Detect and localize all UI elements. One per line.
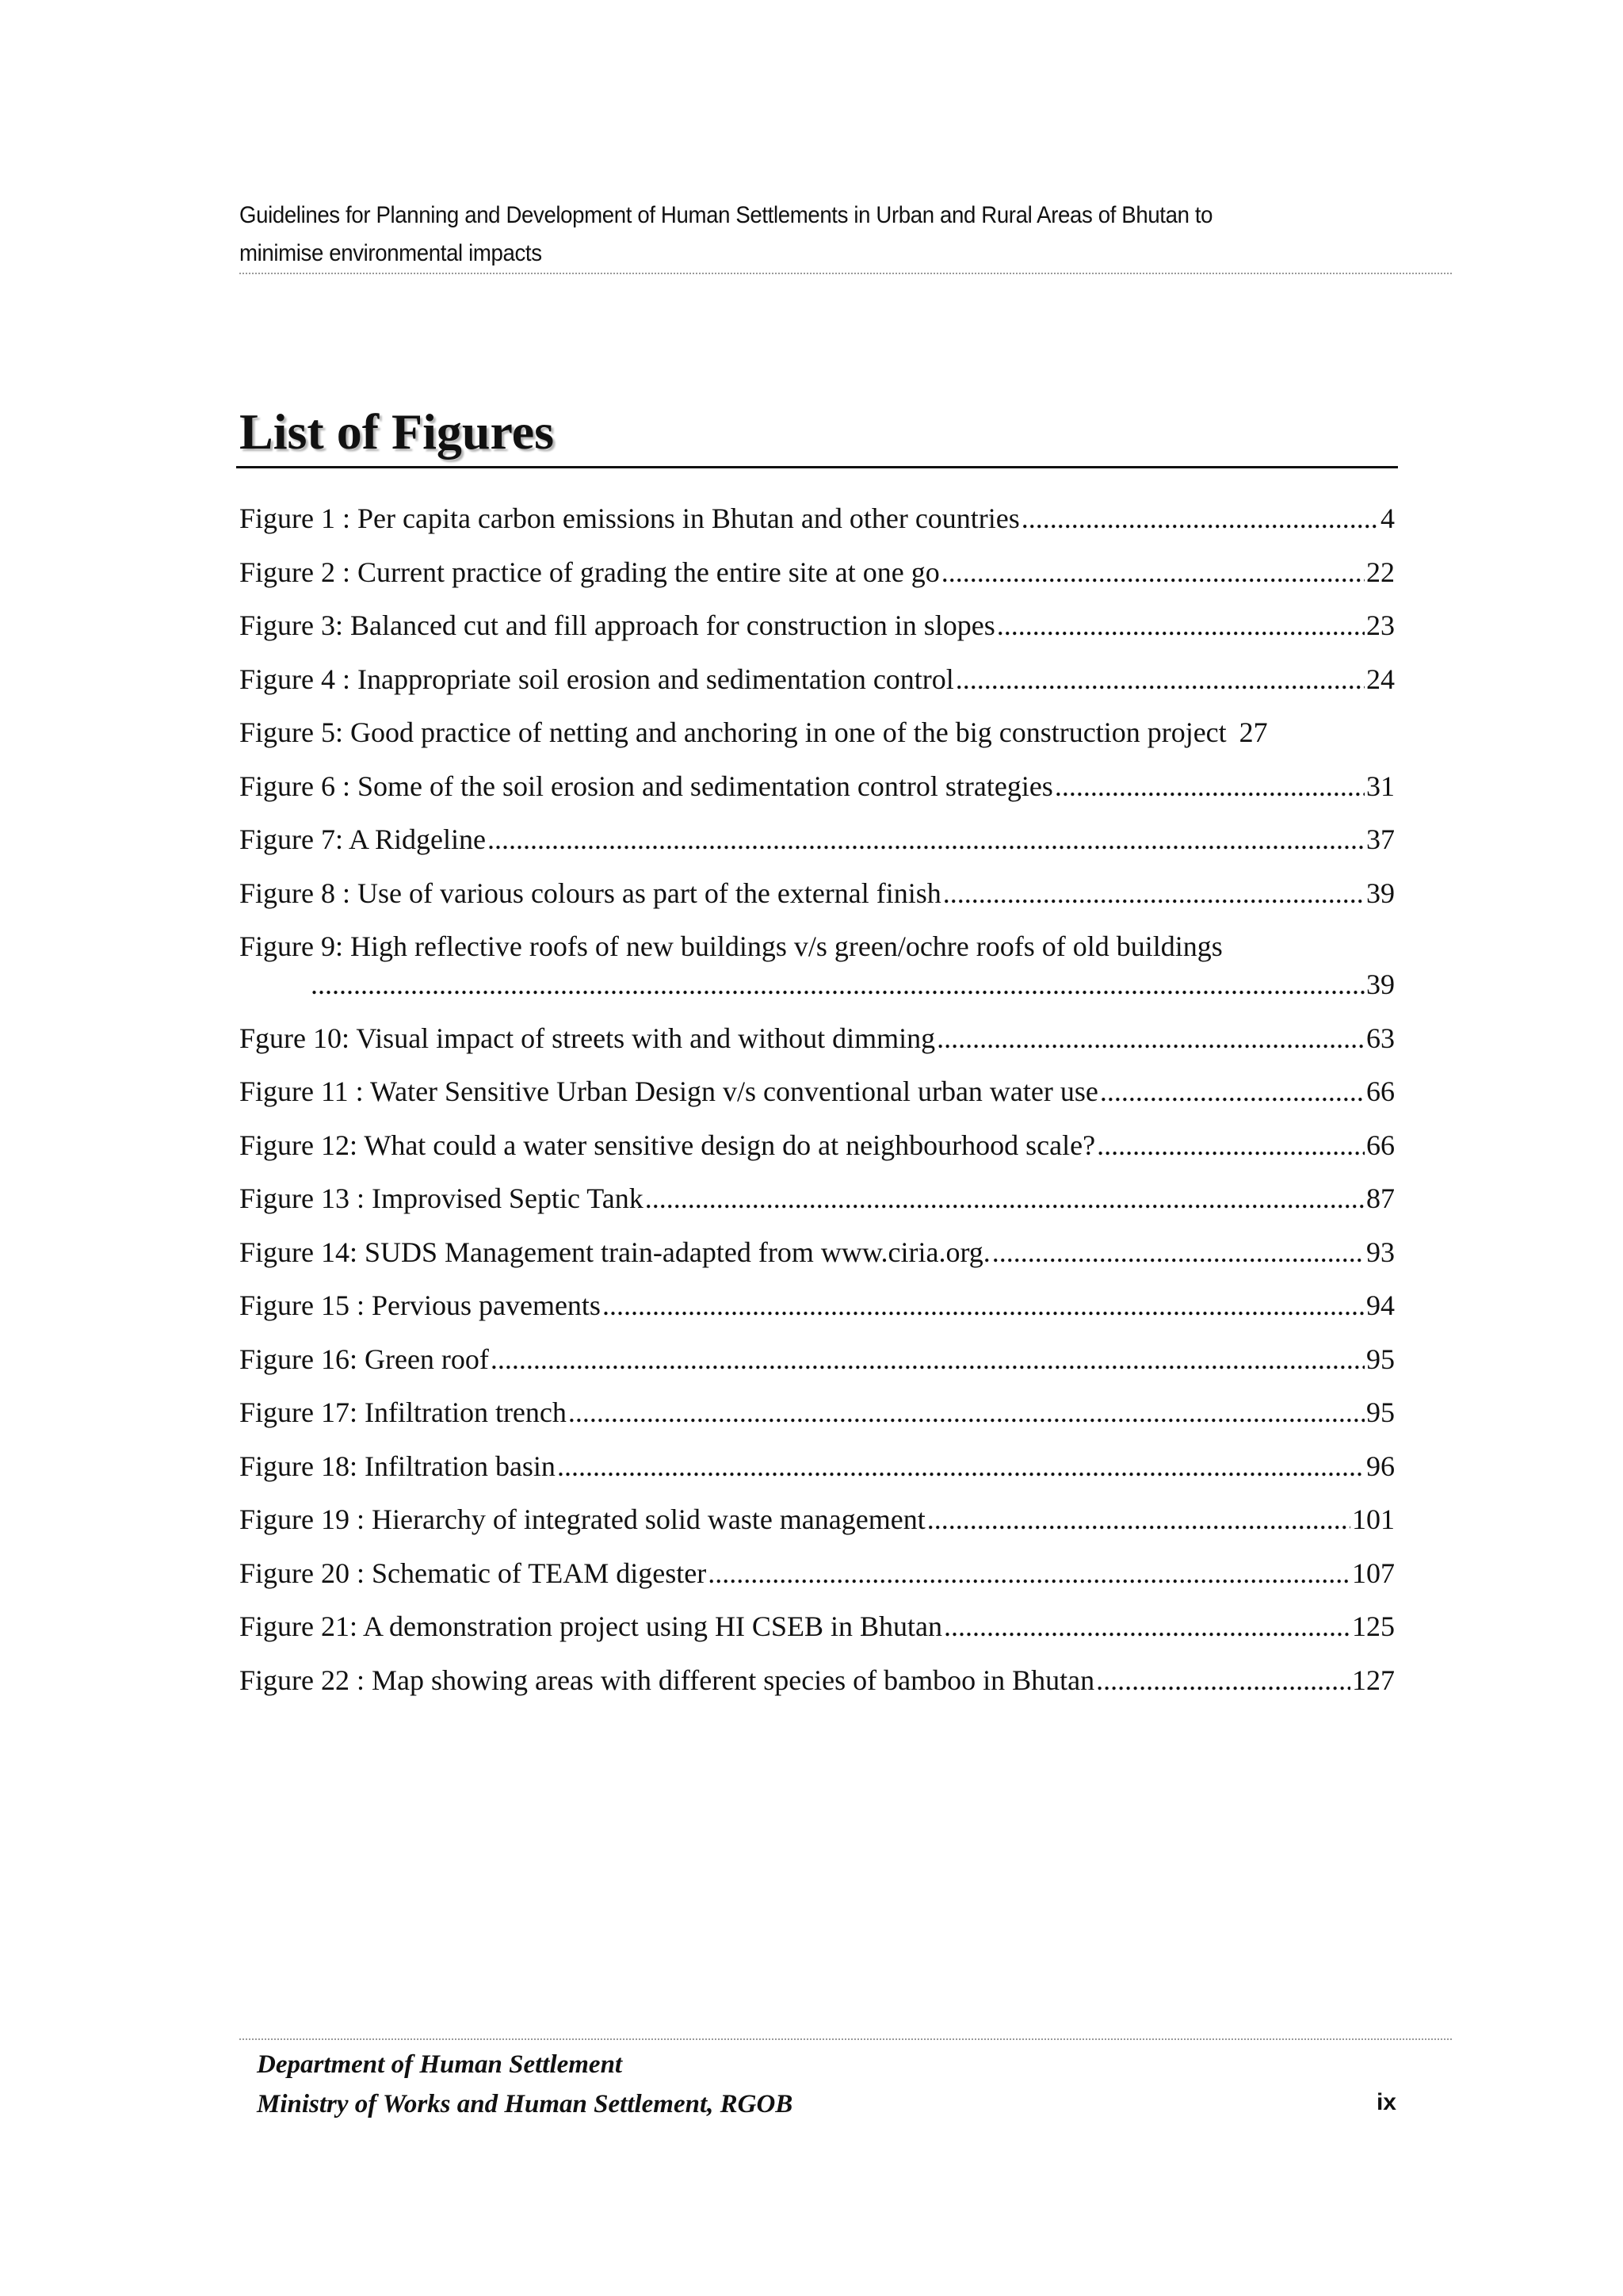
dot-leader: [311, 965, 1365, 1003]
figure-entry-page: 22: [1366, 556, 1395, 588]
title-underline: [236, 466, 1398, 468]
figure-entry-8[interactable]: [239, 874, 1395, 912]
dot-leader: [487, 820, 1365, 858]
figure-entry-21[interactable]: [239, 1607, 1395, 1645]
figure-entry-text: Figure 13 : Improvised Septic Tank: [239, 1182, 643, 1214]
figure-entry-5[interactable]: [239, 713, 1395, 751]
figure-entry-19[interactable]: [239, 1500, 1395, 1538]
figure-entry-7[interactable]: [239, 820, 1395, 858]
figure-entry-page: 4: [1381, 502, 1395, 534]
figure-entry-page: 94: [1366, 1289, 1395, 1321]
figure-entry-page: 95: [1366, 1396, 1395, 1428]
dot-leader: [1100, 1072, 1365, 1110]
dot-leader: [645, 1179, 1365, 1217]
figure-entry-page: 125: [1352, 1610, 1395, 1642]
figure-entry-2[interactable]: [239, 553, 1395, 591]
figure-entry-text: Figure 1 : Per capita carbon emissions in Bhutan and other countries: [239, 502, 1020, 534]
figure-entry-10[interactable]: [239, 1019, 1395, 1057]
figure-entry-11[interactable]: [239, 1072, 1395, 1110]
figure-entry-page: 39: [1366, 968, 1395, 1000]
dot-leader: [1097, 1126, 1365, 1164]
dot-leader: [602, 1286, 1365, 1324]
dot-leader: [992, 1233, 1365, 1271]
figure-entry-page: 127: [1352, 1664, 1395, 1696]
figure-entry-page: 87: [1366, 1182, 1395, 1214]
figure-entry-text: Figure 17: Infiltration trench: [239, 1396, 567, 1428]
figure-entry-3[interactable]: [239, 606, 1395, 644]
figure-entry-12[interactable]: [239, 1126, 1395, 1164]
figure-entry-page: 37: [1366, 823, 1395, 855]
figure-entry-text: Figure 15 : Pervious pavements: [239, 1289, 601, 1321]
figure-entry-13[interactable]: [239, 1179, 1395, 1217]
figure-entry-16[interactable]: [239, 1340, 1395, 1378]
figure-entry-text: Figure 11 : Water Sensitive Urban Design v/s conventional urban water use: [239, 1075, 1098, 1107]
figure-entry-page: 27: [1239, 716, 1268, 748]
footer-attribution: [257, 2045, 792, 2124]
figure-entry-page: 24: [1366, 663, 1395, 695]
dot-leader: [956, 660, 1365, 698]
figure-entry-text: Figure 7: A Ridgeline: [239, 823, 486, 855]
figure-entry-18[interactable]: [239, 1447, 1395, 1485]
figure-entry-page: 31: [1366, 770, 1395, 802]
figure-entry-text: Figure 4 : Inappropriate soil erosion and sedimentation control: [239, 663, 954, 695]
figure-entry-text: Figure 18: Infiltration basin: [239, 1450, 556, 1482]
dot-leader: [491, 1340, 1365, 1378]
page-number: ix: [1376, 2089, 1396, 2115]
figure-entry-text: Figure 2 : Current practice of grading the entire site at one go: [239, 556, 940, 588]
figure-entry-page: 66: [1366, 1075, 1395, 1107]
figure-entry-20[interactable]: [239, 1554, 1395, 1592]
dot-leader: [997, 606, 1365, 644]
figure-entry-page: 101: [1352, 1503, 1395, 1535]
figure-entry-text: Figure 16: Green roof: [239, 1343, 489, 1375]
figure-entry-text: Fgure 10: Visual impact of streets with and without dimming: [239, 1022, 936, 1054]
figure-entry-15[interactable]: [239, 1286, 1395, 1324]
figure-entry-page: 96: [1366, 1450, 1395, 1482]
figure-entry-text: Figure 3: Balanced cut and fill approach for construction in slopes: [239, 609, 995, 641]
dot-leader: [708, 1554, 1350, 1592]
figure-entry-text: Figure 6 : Some of the soil erosion and sedimentation control strategies: [239, 770, 1053, 802]
figure-list: [239, 499, 1395, 1714]
figure-entry-text: Figure 9: High reflective roofs of new buildings v/s green/ochre roofs of old buildings: [239, 930, 1223, 962]
running-header-line-1: Guidelines for Planning and Development of Human Settlements in Urban and Rural Areas of Bhutan to: [239, 202, 1213, 228]
figure-entry-14[interactable]: [239, 1233, 1395, 1271]
figure-entry-text: Figure 21: A demonstration project using HI CSEB in Bhutan: [239, 1610, 942, 1642]
dot-leader: [1022, 499, 1379, 537]
footer-divider: [239, 2038, 1452, 2040]
footer-ministry: Ministry of Works and Human Settlement, RGOB: [257, 2090, 793, 2118]
running-header-line-2: minimise environmental impacts: [239, 240, 542, 266]
figure-entry-page: 63: [1366, 1022, 1395, 1054]
figure-entry-text: Figure 20 : Schematic of TEAM digester: [239, 1557, 707, 1589]
figure-entry-text: Figure 22 : Map showing areas with different species of bamboo in Bhutan: [239, 1664, 1095, 1696]
figure-entry-page: 39: [1366, 877, 1395, 909]
footer-department: Department of Human Settlement: [257, 2050, 623, 2079]
dot-leader: [557, 1447, 1365, 1485]
figure-entry-22[interactable]: [239, 1661, 1395, 1699]
dot-leader: [944, 1607, 1350, 1645]
dot-leader: [941, 553, 1365, 591]
figure-entry-continuation: [239, 965, 1395, 1003]
figure-entry-6[interactable]: [239, 767, 1395, 805]
figure-entry-page: 93: [1366, 1236, 1395, 1268]
dot-leader: [937, 1019, 1365, 1057]
figure-entry-text: Figure 19 : Hierarchy of integrated solid waste management: [239, 1503, 926, 1535]
dot-leader: [1096, 1661, 1350, 1699]
figure-entry-page: 107: [1352, 1557, 1395, 1589]
figure-entry-page: 23: [1366, 609, 1395, 641]
figure-entry-17[interactable]: [239, 1393, 1395, 1431]
running-header: [239, 197, 1355, 273]
dot-leader: [927, 1500, 1350, 1538]
figure-entry-4[interactable]: [239, 660, 1395, 698]
page-title: List of Figures: [239, 403, 555, 460]
figure-entry-9[interactable]: [239, 927, 1395, 1003]
figure-entry-text: Figure 8 : Use of various colours as part of the external finish: [239, 877, 941, 909]
dot-leader: [943, 874, 1365, 912]
figure-entry-page: 95: [1366, 1343, 1395, 1375]
dot-leader: [1055, 767, 1365, 805]
figure-entry-text: Figure 14: SUDS Management train-adapted from www.ciria.org.: [239, 1236, 991, 1268]
figure-entry-text: Figure 12: What could a water sensitive design do at neighbourhood scale?: [239, 1129, 1096, 1161]
figure-entry-page: 66: [1366, 1129, 1395, 1161]
header-divider: [239, 273, 1452, 274]
figure-entry-1[interactable]: [239, 499, 1395, 537]
dot-leader: [568, 1393, 1365, 1431]
figure-entry-text: Figure 5: Good practice of netting and anchoring in one of the big construction project: [239, 716, 1227, 748]
